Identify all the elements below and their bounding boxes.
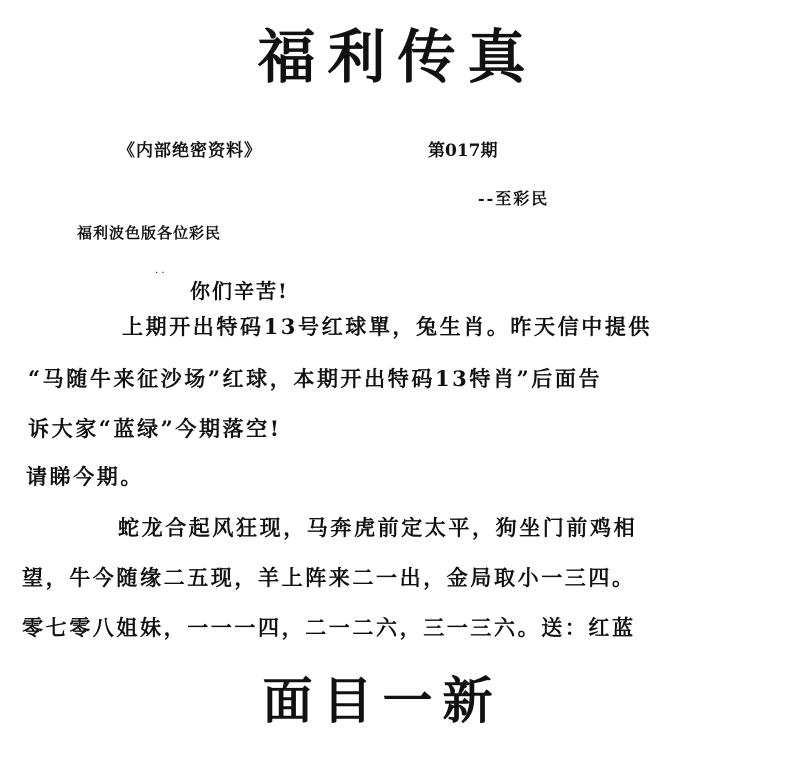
body-line: 零七零八姐妹，一一一四，二一二六，三一三六。送：红蓝	[22, 615, 636, 640]
body-line: 蛇龙合起风狂现，马奔虎前定太平，狗坐门前鸡相	[118, 515, 638, 540]
body-line: 请睇今期。	[26, 464, 144, 489]
greeting: 你们辛苦!	[190, 279, 289, 303]
document-title: 福利传真	[257, 23, 538, 91]
issue-number: 第017期	[428, 141, 498, 161]
addressee-signature: --至彩民	[478, 189, 550, 208]
footer-slogan: 面目一新	[262, 671, 503, 730]
body-line: 诉大家“蓝绿”今期落空!	[28, 416, 282, 441]
body-line: 望，牛今随缘二五现，羊上阵来二一出，金局取小一三四。	[22, 565, 636, 590]
body-line: 上期开出特码13号红球單，兔生肖。昨天信中提供	[122, 314, 653, 339]
document-subtitle: 《内部绝密资料》	[118, 141, 262, 161]
body-line: “马随牛来征沙场”红球，本期开出特码13特肖”后面告	[28, 366, 603, 391]
decorative-dots: · ·	[155, 268, 165, 279]
salutation: 福利波色版各位彩民	[77, 224, 222, 242]
